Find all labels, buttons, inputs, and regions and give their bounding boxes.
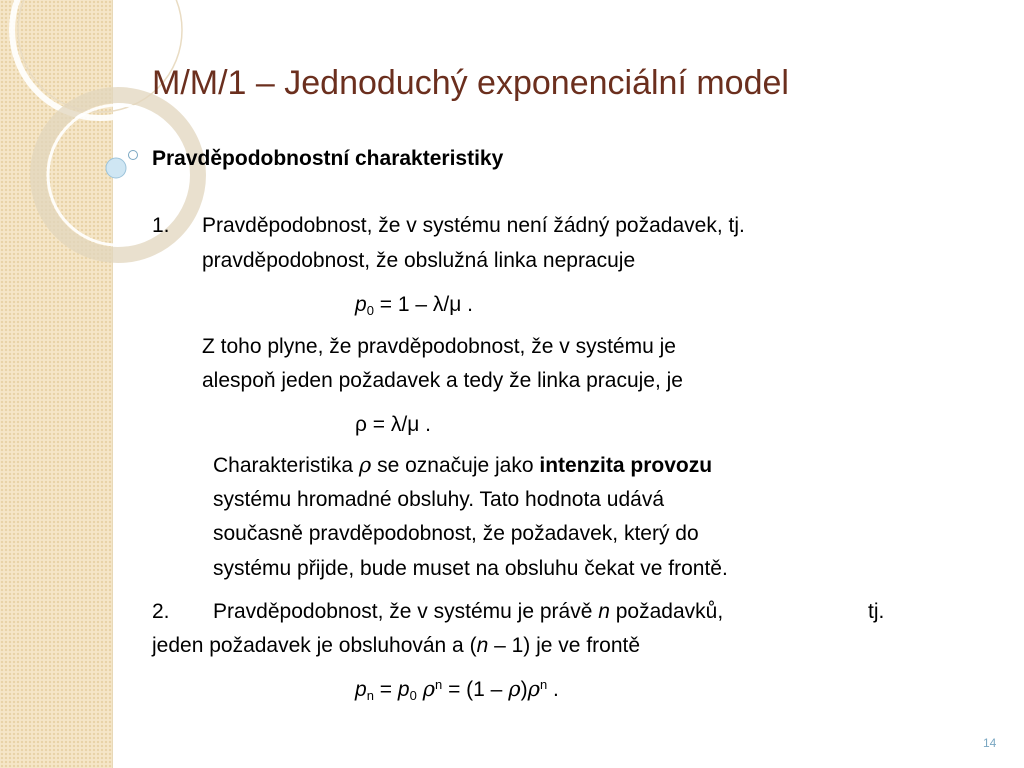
item2-pre: Pravděpodobnost, že v systému je právě: [213, 600, 593, 623]
f3-rho2: ρ: [508, 677, 521, 701]
f3-close: ): [520, 678, 528, 701]
formula-rho: ρ = λ/μ .: [355, 413, 431, 436]
formula-p0: [355, 292, 473, 319]
para2-rho: ρ: [358, 453, 372, 477]
item2-line2: [152, 633, 640, 658]
item2-line2-post: – 1) je ve frontě: [494, 634, 641, 657]
bullet-circle-icon: [128, 150, 138, 160]
para1-line1: Z toho plyne, že pravděpodobnost, že v systému je: [202, 335, 676, 358]
para2-bold-term: intenzita provozu: [539, 454, 713, 477]
item2-line2-pre: jeden požadavek je obsluhován a (: [152, 634, 477, 657]
f3-sup1: n: [435, 677, 443, 692]
item2-line1: [213, 599, 723, 624]
para2-mid: se označuje jako: [377, 454, 534, 477]
para2-line2: systému hromadné obsluhy. Tato hodnota udává: [213, 488, 665, 511]
page-number: 14: [983, 736, 997, 750]
section-heading: Pravděpodobnostní charakteristiky: [152, 147, 504, 170]
f3-p1: p: [355, 678, 367, 701]
item1-number: 1.: [152, 214, 170, 237]
f3-p2: p: [397, 678, 410, 701]
decorative-sidebar: [0, 0, 113, 768]
item2-tail: tj.: [868, 600, 885, 623]
para2-pre: Charakteristika: [213, 454, 354, 477]
para2-line1: [213, 453, 712, 478]
formula-p0-p: p: [355, 293, 367, 316]
f3-sup2: n: [539, 677, 548, 692]
para1-line2: alespoň jeden požadavek a tedy že linka pracuje, je: [202, 369, 683, 392]
para2-line4: systému přijde, bude muset na obsluhu čekat ve frontě.: [213, 557, 728, 580]
item2-post: požadavků,: [615, 600, 724, 623]
f3-sub1: n: [366, 688, 374, 703]
item2-n: n: [598, 600, 610, 623]
formula-pn: [355, 677, 559, 704]
item1-line1: Pravděpodobnost, že v systému není žádný požadavek, tj.: [202, 214, 745, 237]
para2-line3: současně pravděpodobnost, že požadavek, který do: [213, 522, 699, 545]
formula-p0-sub: 0: [366, 303, 374, 318]
f3-rho1: ρ: [422, 677, 435, 701]
formula-p0-rhs: = 1 – λ/μ .: [379, 293, 473, 316]
f3-eq1: =: [379, 678, 393, 701]
item2-number: 2.: [152, 600, 170, 623]
f3-end: .: [553, 678, 559, 701]
item1-line2: pravděpodobnost, že obslužná linka nepracuje: [202, 249, 636, 272]
slide-title: M/M/1 – Jednoduchý exponenciální model: [152, 64, 789, 102]
f3-eq2: = (1 –: [448, 678, 503, 701]
f3-rho3: ρ: [527, 677, 540, 701]
item2-line2-n: n: [476, 634, 489, 657]
f3-sub2: 0: [409, 688, 417, 703]
